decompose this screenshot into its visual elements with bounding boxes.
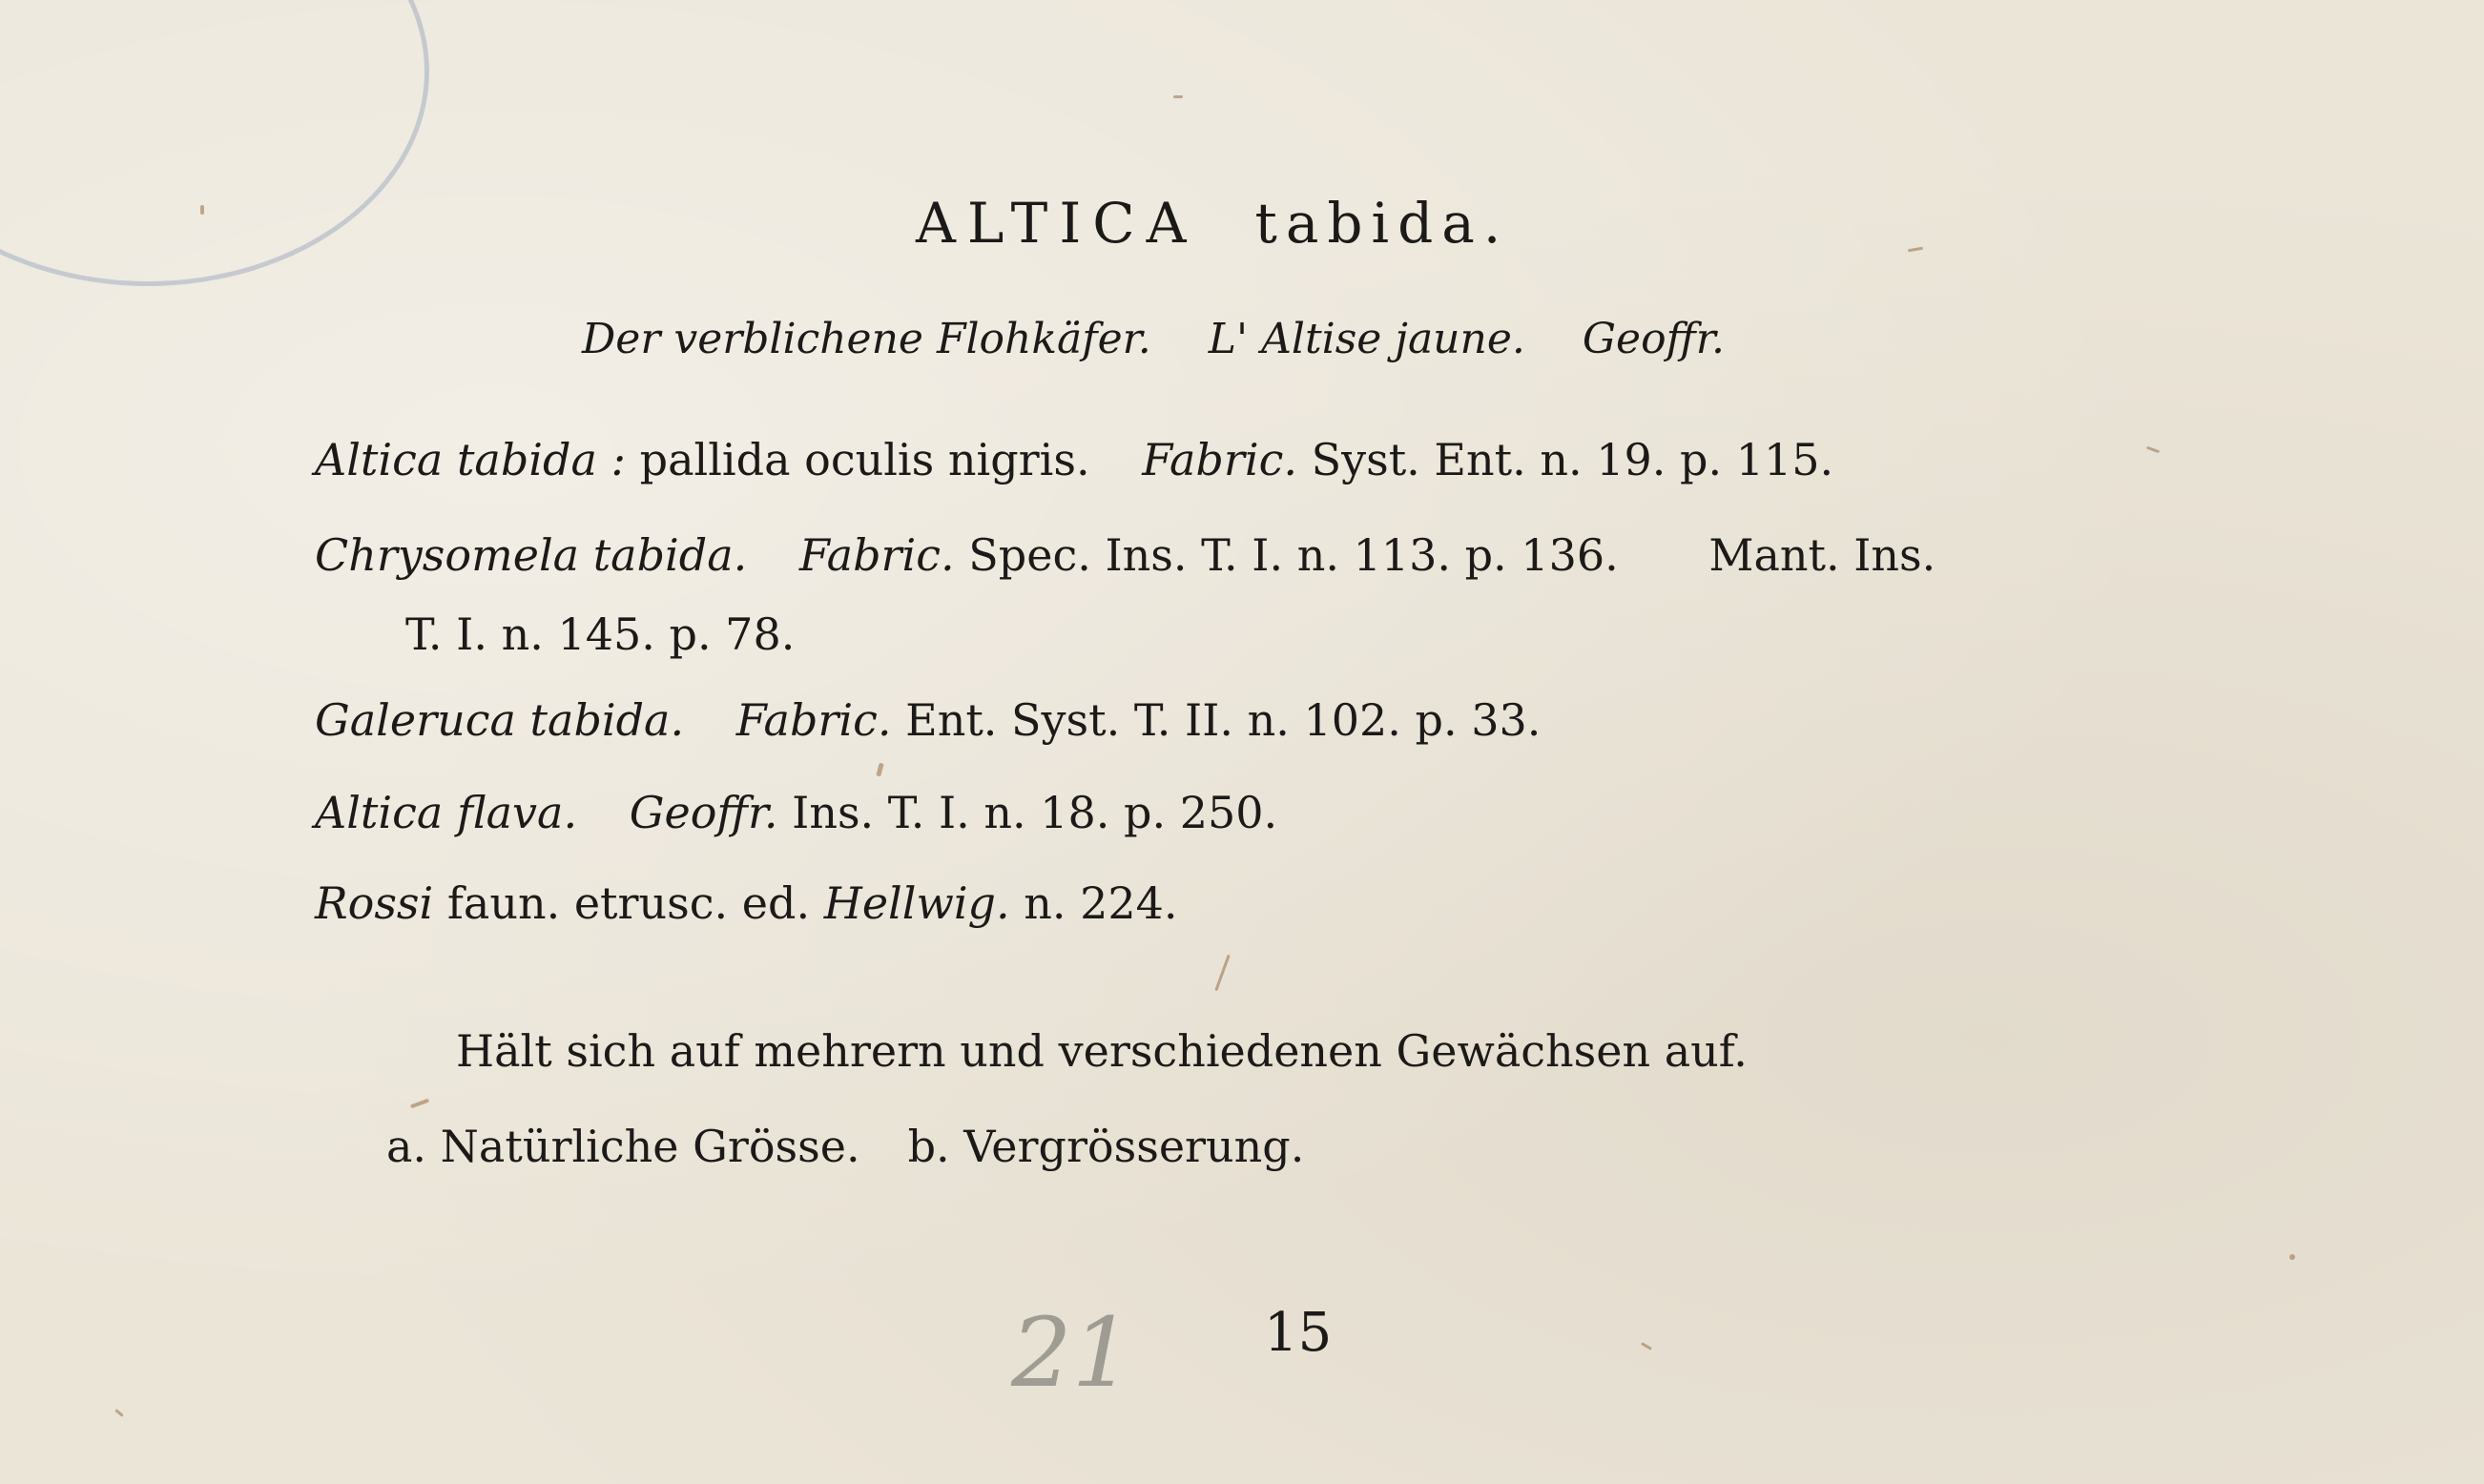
pencil-annotation: 21 <box>1011 1297 1133 1409</box>
synonym-name: Galeruca tabida. <box>315 694 685 746</box>
page-title <box>916 191 1509 256</box>
synonym-line <box>315 434 1833 485</box>
synonym-reference: n. 224. <box>1024 877 1178 929</box>
synonym-line <box>315 529 1935 581</box>
synonym-description: faun. etrusc. ed. <box>446 877 811 929</box>
synonym-author: Geoffr. <box>629 787 778 838</box>
common-names <box>582 315 1725 363</box>
synonym-reference: Syst. Ent. n. 19. p. 115. <box>1311 434 1834 485</box>
french-name: L' Altise jaune. <box>1208 315 1525 363</box>
paper-fleck <box>2146 446 2160 454</box>
synonym-author: Fabric. <box>735 694 892 746</box>
library-stamp <box>0 0 429 286</box>
paper-fleck <box>410 1099 429 1109</box>
paper-fleck <box>114 1409 124 1417</box>
synonym-reference: Ins. T. I. n. 18. p. 250. <box>792 787 1278 838</box>
paper-fleck <box>876 763 883 777</box>
synonym-line <box>315 877 1178 929</box>
legend-magnification: b. Vergrösserung. <box>907 1121 1305 1172</box>
synonym-name: Altica tabida : <box>315 434 626 485</box>
german-name: Der verblichene Flohkäfer. <box>582 315 1151 363</box>
synonym-name: Chrysomela tabida. <box>315 529 748 581</box>
synonym-description: pallida oculis nigris. <box>639 434 1090 485</box>
figure-legend <box>386 1121 1304 1172</box>
synonym-author: Fabric. <box>798 529 955 581</box>
synonym-line <box>315 694 1541 746</box>
paper-fleck <box>1173 95 1183 98</box>
synonym-name: Rossi <box>315 877 434 929</box>
title-genus: ALTICA <box>916 191 1198 256</box>
synonym-reference: Ent. Syst. T. II. n. 102. p. 33. <box>905 694 1542 746</box>
legend-natural-size: a. Natürliche Grösse. <box>386 1121 860 1172</box>
french-name-author: Geoffr. <box>1582 315 1725 363</box>
paper-fleck <box>1641 1342 1652 1350</box>
paper-fleck <box>200 205 204 215</box>
synonym-name: Altica flava. <box>315 787 578 838</box>
paper-fleck <box>1908 247 1923 253</box>
habitat-note: Hält sich auf mehrern und verschiedenen Gewächsen auf. <box>456 1025 1748 1077</box>
synonym-continuation: T. I. n. 145. p. 78. <box>405 608 796 660</box>
synonym-author: Fabric. <box>1142 434 1297 485</box>
synonym-line <box>315 787 1277 838</box>
page-number: 15 <box>1264 1302 1333 1364</box>
synonym-reference: Spec. Ins. T. I. n. 113. p. 136. <box>968 529 1619 581</box>
synonym-extra-reference: Mant. Ins. <box>1708 529 1936 581</box>
paper-fleck <box>1214 955 1231 992</box>
synonym-author: Hellwig. <box>823 877 1010 929</box>
title-species: tabida. <box>1254 191 1510 256</box>
paper-fleck <box>2289 1254 2295 1260</box>
